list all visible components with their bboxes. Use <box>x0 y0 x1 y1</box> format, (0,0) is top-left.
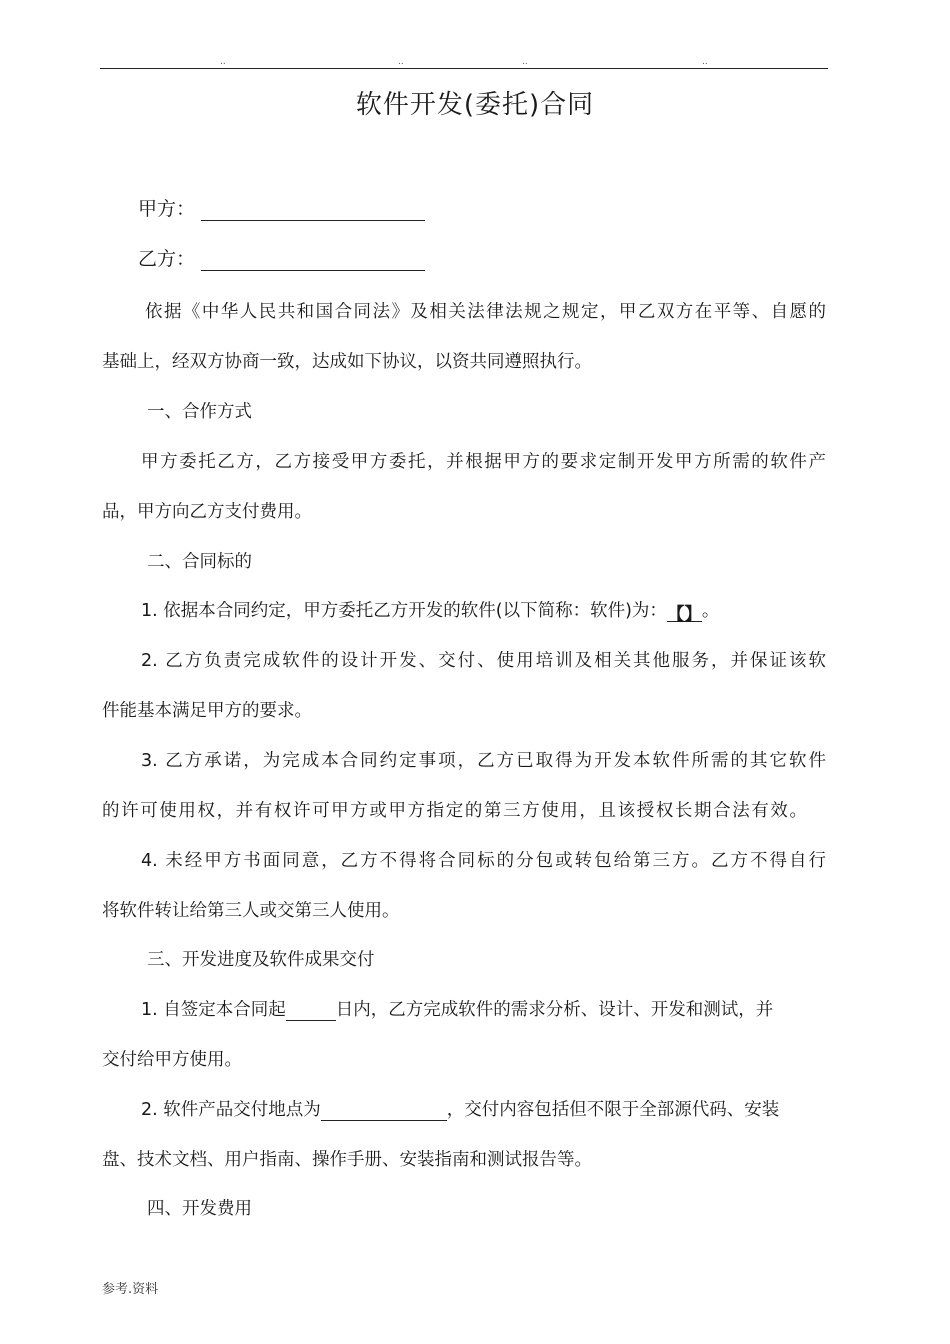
item-text: 1. 自签定本合同起 <box>141 1000 286 1020</box>
header-rule <box>100 68 828 69</box>
header-mark: .. <box>220 57 226 67</box>
list-item <box>141 996 826 1021</box>
list-item-continued: 交付给甲方使用。 <box>102 1050 242 1070</box>
days-blank[interactable] <box>286 1000 336 1021</box>
item-text: ，交付内容包括但不限于全部源代码、安装 <box>446 1100 780 1120</box>
list-item <box>141 1096 779 1121</box>
party-a-label: 甲方： <box>138 198 196 220</box>
party-b-row <box>138 244 425 271</box>
preamble-line: 依据《中华人民共和国合同法》及相关法律法规之规定，甲乙双方在平等、自愿的 <box>145 302 826 322</box>
header-mark: .. <box>398 57 404 67</box>
list-item-continued: 的许可使用权，并有权许可甲方或甲方指定的第三方使用，且该授权长期合法有效。 <box>102 801 807 821</box>
software-name-blank[interactable]: 【】 <box>667 601 702 622</box>
header-mark: .. <box>522 57 528 67</box>
item-text: 。 <box>701 601 720 621</box>
delivery-place-blank[interactable] <box>321 1100 447 1121</box>
list-item: 2. 乙方负责完成软件的设计开发、交付、使用培训及相关其他服务，并保证该软 <box>141 651 826 671</box>
list-item: 4. 未经甲方书面同意，乙方不得将合同标的分包或转包给第三方。乙方不得自行 <box>141 851 826 871</box>
item-text: 2. 软件产品交付地点为 <box>141 1100 321 1120</box>
party-a-blank[interactable] <box>201 198 425 221</box>
paragraph-line: 品，甲方向乙方支付费用。 <box>102 502 312 522</box>
section-heading: 四、开发费用 <box>147 1199 252 1219</box>
list-item <box>141 597 720 625</box>
item-text: 1. 依据本合同约定，甲方委托乙方开发的软件(以下简称：软件)为： <box>141 601 667 621</box>
section-heading: 二、合同标的 <box>147 552 252 572</box>
party-b-blank[interactable] <box>201 248 425 271</box>
document-title: 软件开发(委托)合同 <box>355 90 595 120</box>
list-item-continued: 件能基本满足甲方的要求。 <box>102 701 312 721</box>
item-text: 日内，乙方完成软件的需求分析、设计、开发和测试，并 <box>335 1000 774 1020</box>
party-b-label: 乙方： <box>138 248 196 270</box>
party-a-row <box>138 194 425 221</box>
list-item: 3. 乙方承诺，为完成本合同约定事项，乙方已取得为开发本软件所需的其它软件 <box>141 751 826 771</box>
paragraph-line: 甲方委托乙方，乙方接受甲方委托，并根据甲方的要求定制开发甲方所需的软件产 <box>141 452 826 472</box>
list-item-continued: 将软件转让给第三人或交第三人使用。 <box>102 901 400 921</box>
section-heading: 一、合作方式 <box>147 402 252 422</box>
list-item-continued: 盘、技术文档、用户指南、操作手册、安装指南和测试报告等。 <box>102 1150 592 1170</box>
header-mark: .. <box>702 57 708 67</box>
footer-text: 参考.资料 <box>102 1282 159 1297</box>
preamble-line: 基础上，经双方协商一致，达成如下协议，以资共同遵照执行。 <box>102 352 592 372</box>
section-heading: 三、开发进度及软件成果交付 <box>147 950 375 970</box>
